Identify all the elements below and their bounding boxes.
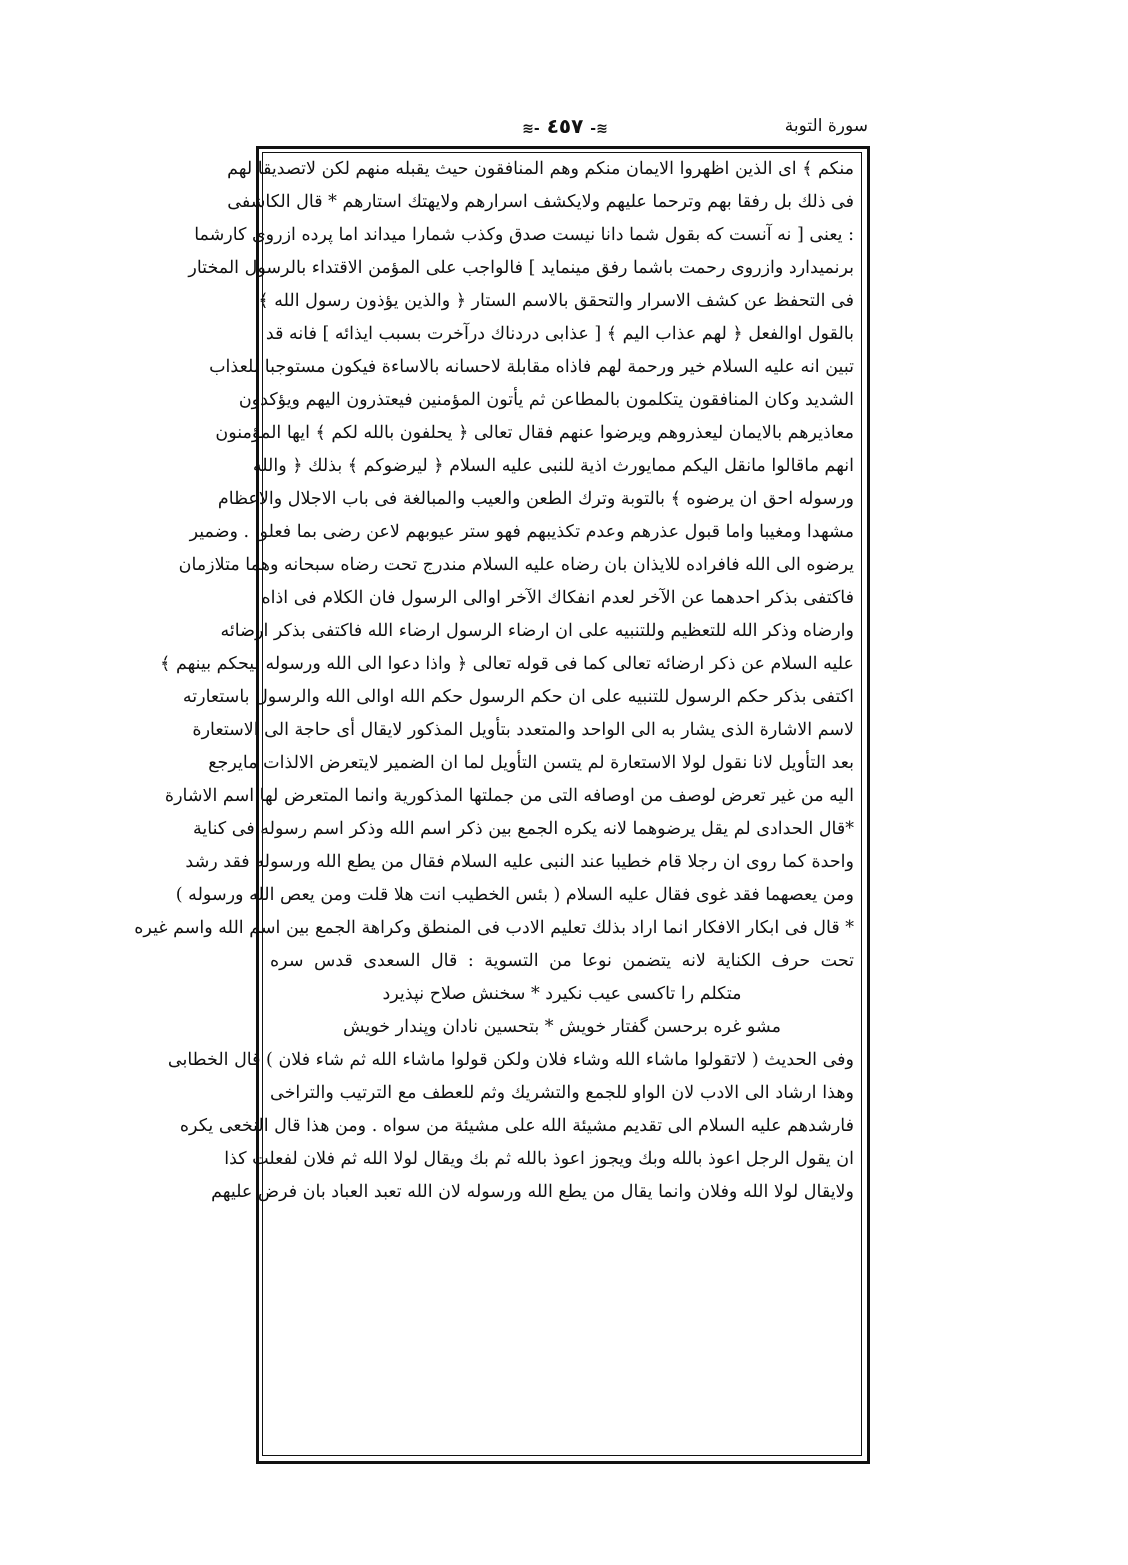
text-line: ان يقول الرجل اعوذ بالله وبك ويجوز اعوذ بالله ثم بك ويقال لولا الله ثم فلان لفعلت كذا: [224, 1149, 854, 1169]
text-line: * قال فى ابكار الافكار انما اراد بذلك تعليم الادب فى المنطق وكراهة الجمع بين اسم الله واسم غيره: [134, 918, 854, 938]
text-line: تبين انه عليه السلام خير ورحمة لهم فاذاه مقابلة لاحسانه بالاساءة فيكون مستوجبا للعذاب: [209, 357, 854, 377]
text-line: فى التحفظ عن كشف الاسرار والتحقق بالاسم الستار ﴿ والذين يؤذون رسول الله ﴾: [258, 291, 854, 311]
surah-title: سورة التوبة: [784, 116, 868, 136]
text-line: بالقول اوالفعل ﴿ لهم عذاب اليم ﴾ [ عذابى دردناك درآخرت بسبب ايذائه ] فانه قد: [265, 324, 854, 344]
text-line: ومن يعصهما فقد غوى فقال عليه السلام ( بئس الخطيب انت هلا قلت ومن يعص الله ورسوله ): [175, 885, 854, 905]
text-line: وارضاه وذكر الله للتعظيم وللتنبيه على ان ارضاء الرسول ارضاء الله فاكتفى بذكر ارضائه: [220, 621, 854, 641]
ornament-icon: ≋-: [590, 121, 608, 137]
text-line: ورسوله احق ان يرضوه ﴾ بالتوبة وترك الطعن والعيب والمبالغة فى باب الاجلال والاعظام: [217, 489, 854, 509]
text-line: ولايقال لولا الله وفلان وانما يقال من يطع الله ورسوله لان الله تعبد العباد بان فرض عليهم: [211, 1182, 854, 1202]
text-line: لاسم الاشارة الذى يشار به الى الواحد والمتعدد بتأويل المذكور لايقال أى حاجة الى الاستعارة: [192, 720, 854, 740]
text-line: وهذا ارشاد الى الادب لان الواو للجمع والتشريك وثم للعطف مع الترتيب والتراخى: [270, 1083, 854, 1103]
text-line: اليه من غير تعرض لوصف من اوصافه التى من جملتها المذكورية وانما المتعرض لها اسم الاشارة: [164, 786, 854, 806]
text-line: وفى الحديث ( لاتقولوا ماشاء الله وشاء فلان ولكن قولوا ماشاء الله ثم شاء فلان ) قال الخطابى: [167, 1050, 854, 1070]
verse-line: متكلم را تاكسى عيب نكيرد * سخنش صلاح نپذيرد: [382, 984, 742, 1004]
text-line: بعد التأويل لانا نقول لولا الاستعارة لم يتسن التأويل لما ان الضمير لايتعرض الالذات مايرجع: [208, 753, 854, 773]
text-line: *قال الحدادى لم يقل يرضوهما لانه يكره الجمع بين ذكر اسم الله وذكر اسم رسوله فى كناية: [193, 819, 854, 839]
text-line: الشديد وكان المنافقون يتكلمون بالمطاعن ثم يأتون المؤمنين فيعتذرون اليهم ويؤكدون: [238, 390, 854, 410]
text-line: تحت حرف الكناية لانه يتضمن نوعا من التسوية : قال السعدى قدس سره: [270, 951, 854, 971]
page-header: [262, 112, 868, 142]
text-line: معاذيرهم بالايمان ليعذروهم ويرضوا عنهم فقال تعالى ﴿ يحلفون بالله لكم ﴾ ايها المؤمنون: [215, 423, 854, 443]
text-line: : يعنى [ نه آنست كه بقول شما دانا نيست صدق وكذب شمارا ميداند اما پرده ازروى كارشما: [194, 225, 854, 245]
text-line: فى ذلك بل رفقا بهم وترحما عليهم ولايكشف اسرارهم ولايهتك استارهم * قال الكاشفى: [227, 192, 854, 212]
text-line: واحدة كما روى ان رجلا قام خطيبا عند النبى عليه السلام فقال من يطع الله ورسوله فقد رشد: [185, 852, 854, 872]
page-number-text: ٤٥٧: [546, 114, 584, 138]
ornament-icon: -≋: [522, 121, 540, 137]
text-line: منكم ﴾ اى الذين اظهروا الايمان منكم وهم المنافقون حيث يقبله منهم لكن لاتصديقا لهم: [227, 159, 854, 179]
text-line: اكتفى بذكر حكم الرسول للتنبيه على ان حكم الرسول حكم الله اوالى الله والرسول باستعارته: [182, 687, 854, 707]
text-line: عليه السلام عن ذكر ارضائه تعالى كما فى قوله تعالى ﴿ واذا دعوا الى الله ورسوله ليحكم بينهم ﴾: [160, 654, 854, 674]
text-line: برنميدارد وازروى رحمت باشما رفق مينمايد ] فالواجب على المؤمن الاقتداء بالرسول المختار: [188, 258, 854, 278]
text-line: انهم ماقالوا مانقل اليكم ممايورث اذية للنبى عليه السلام ﴿ ليرضوكم ﴾ بذلك ﴿ والله: [252, 456, 854, 476]
text-line: يرضوه الى الله فافراده للايذان بان رضاه عليه السلام مندرج تحت رضاه سبحانه وهما متلازمان: [178, 555, 854, 575]
verse-line: مشو غره برحسن گفتار خويش * بتحسين نادان وپندار خويش: [343, 1017, 781, 1037]
text-line: فاكتفى بذكر احدهما عن الآخر لعدم انفكاك الآخر اوالى الرسول فان الكلام فى اذاه: [261, 588, 854, 608]
text-line: مشهدا ومغيبا واما قبول عذرهم وعدم تكذيبهم فهو ستر عيوبهم لاعن رضى بما فعلوا . وضمير: [189, 522, 854, 542]
page-number: [262, 114, 868, 138]
body-text: [134, 153, 854, 1209]
text-line: فارشدهم عليه السلام الى تقديم مشيئة الله على مشيئة من سواه . ومن هذا قال النخعى يكره: [179, 1116, 854, 1136]
